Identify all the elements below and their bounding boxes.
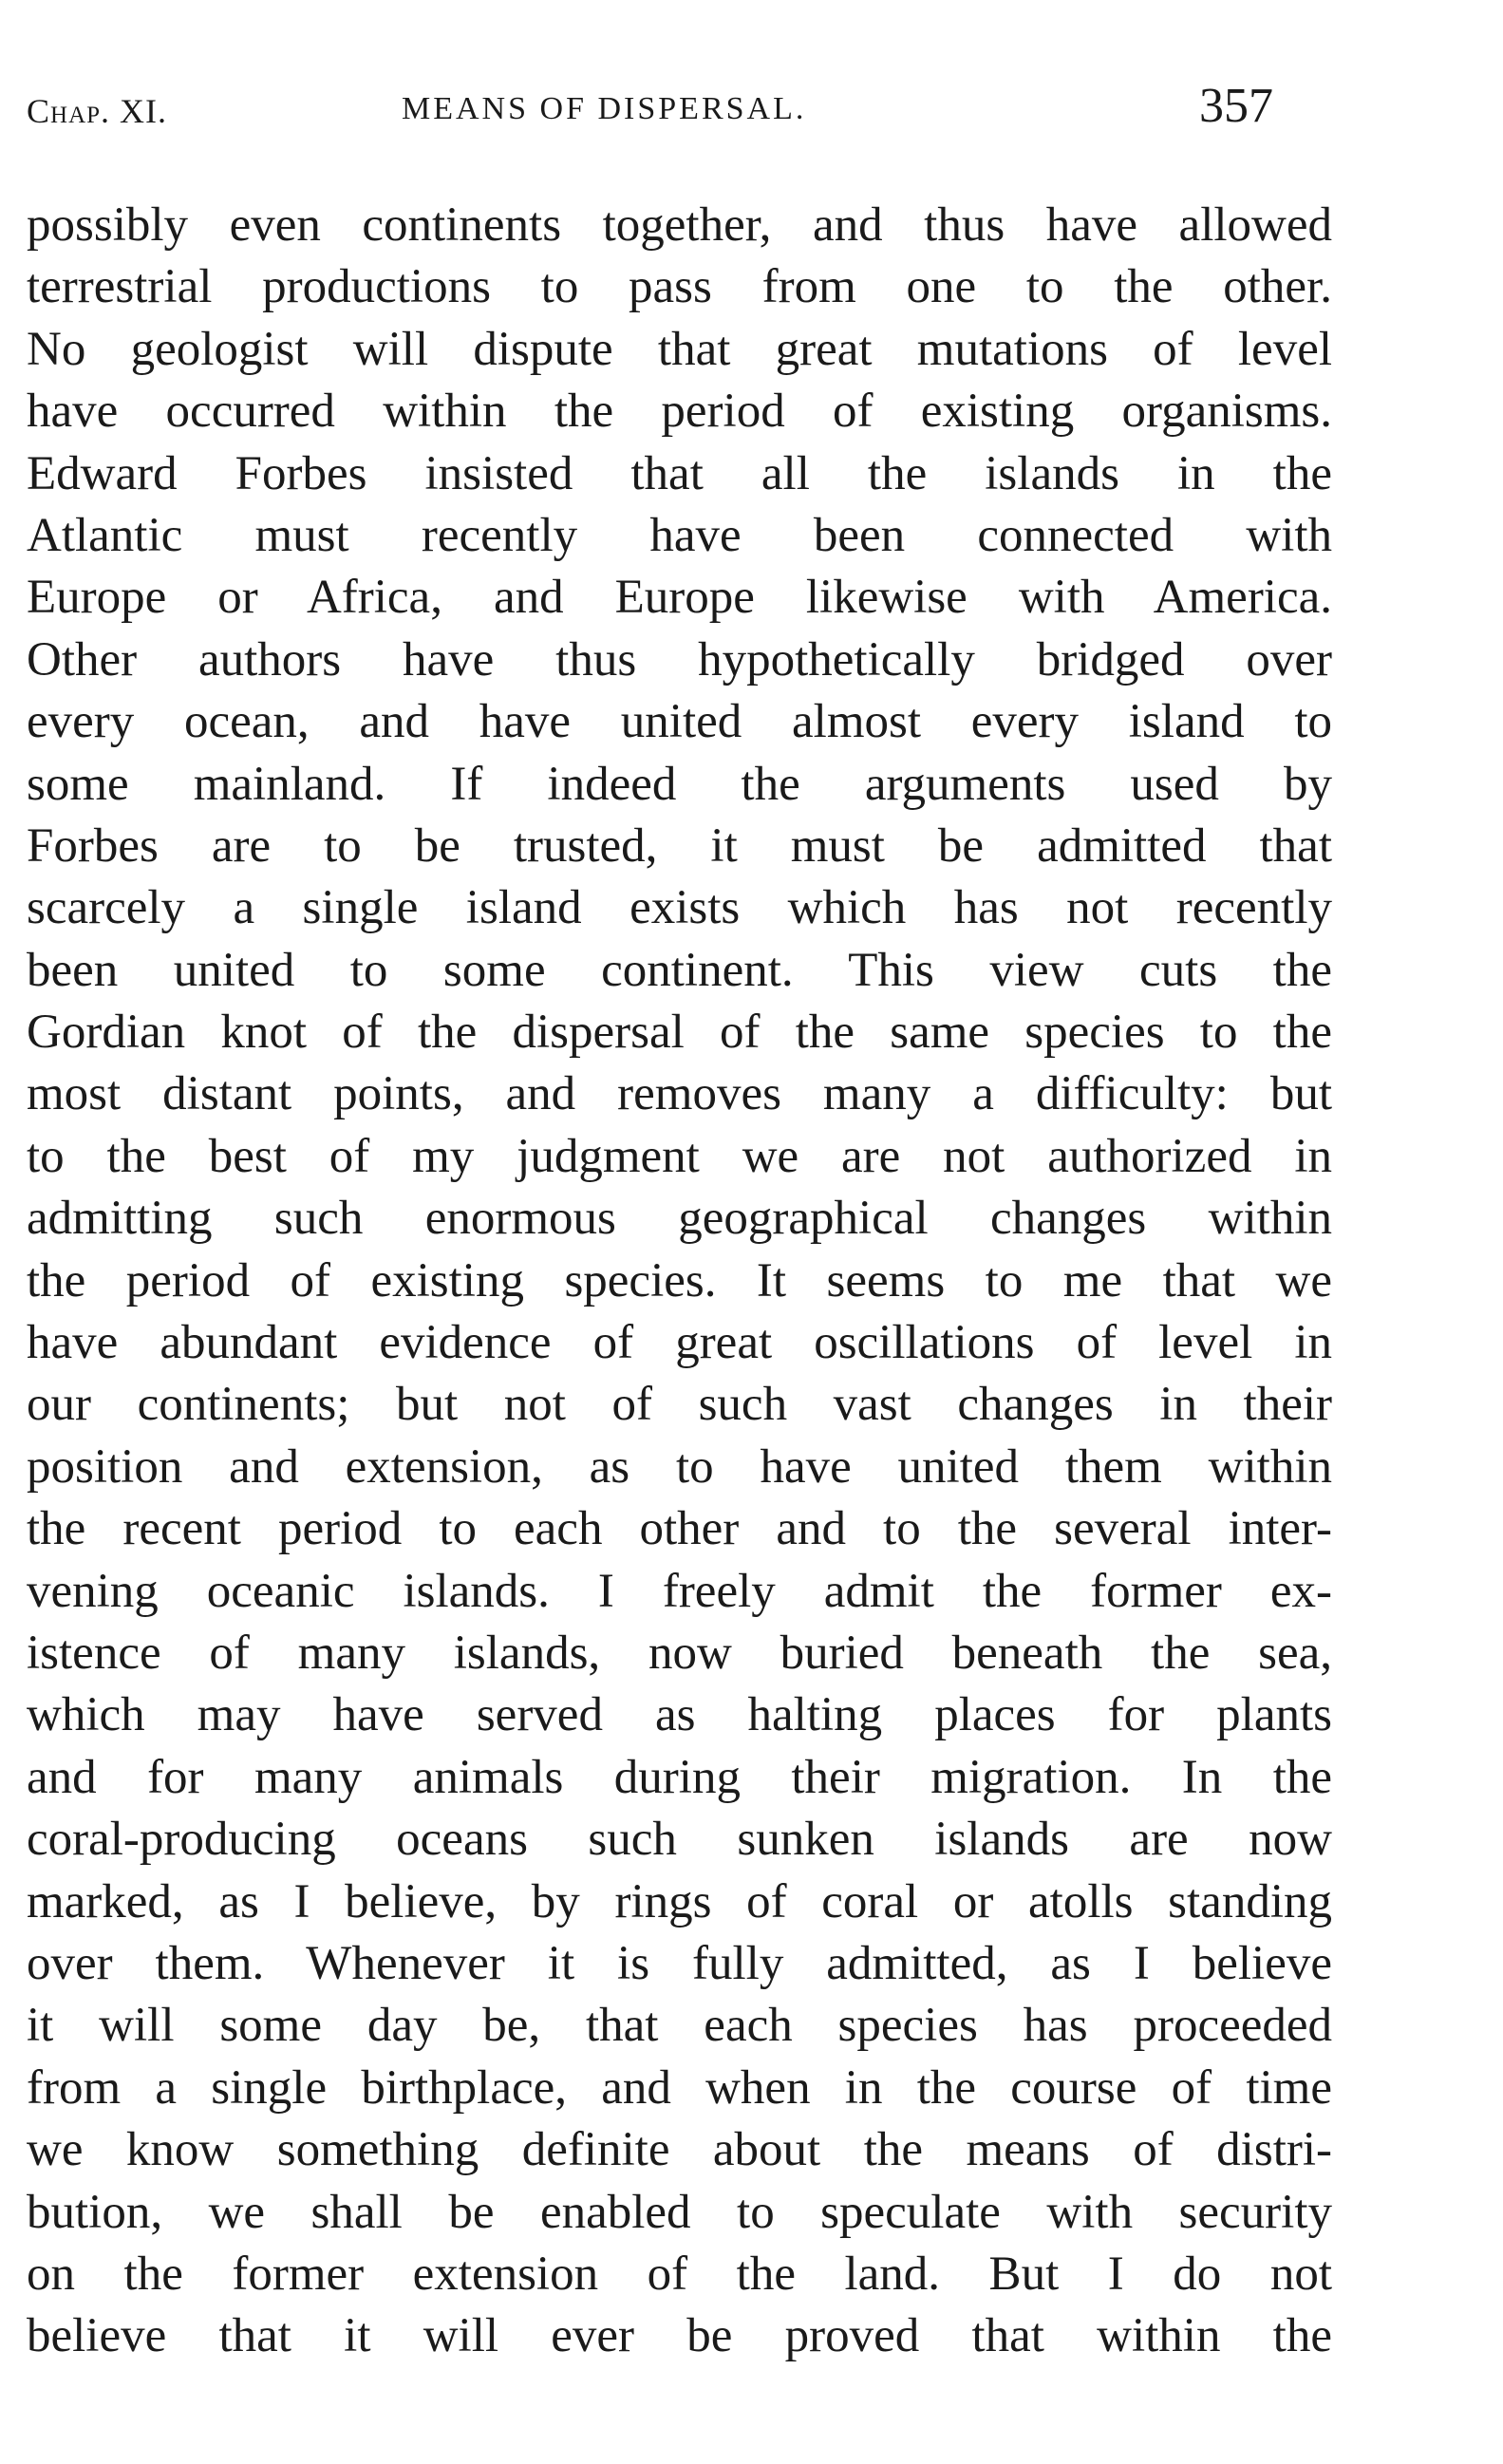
text-line: some mainland. If indeed the arguments used by [27, 757, 1332, 811]
text-line: marked, as I believe, by rings of coral or atolls standing [27, 1874, 1332, 1928]
text-line: which may have served as halting places for plants [27, 1688, 1332, 1742]
running-head [27, 74, 1299, 141]
text-line: it will some day be, that each species has proceeded [27, 1999, 1332, 2053]
text-line: Edward Forbes insisted that all the islands in the [27, 446, 1332, 500]
text-line: admitting such enormous geographical changes within [27, 1192, 1332, 1246]
text-line: Atlantic must recently have been connected with [27, 508, 1332, 562]
text-line: over them. Whenever it is fully admitted, as I believe [27, 1936, 1332, 1990]
page-number: 357 [1199, 79, 1273, 133]
text-line: coral-producing oceans such sunken islands are now [27, 1813, 1332, 1867]
text-line: been united to some continent. This view cuts the [27, 943, 1332, 997]
text-line: we know something definite about the means of distri- [27, 2123, 1332, 2177]
text-line: No geologist will dispute that great mutations of level [27, 322, 1332, 376]
text-line: Gordian knot of the dispersal of the same species to the [27, 1006, 1332, 1060]
text-line: Other authors have thus hypothetically bridged over [27, 632, 1332, 687]
text-line: to the best of my judgment we are not authorized in [27, 1129, 1332, 1183]
text-line: possibly even continents together, and thus have allowed [27, 198, 1332, 252]
text-line: from a single birthplace, and when in the course of time [27, 2060, 1332, 2115]
text-line: bution, we shall be enabled to speculate with security [27, 2185, 1332, 2239]
text-line: have abundant evidence of great oscillations of level in [27, 1316, 1332, 1370]
body-text [27, 195, 1332, 2368]
running-title: MEANS OF DISPERSAL. [402, 91, 807, 126]
text-line: believe that it will ever be proved that within the [27, 2309, 1332, 2363]
text-line: the period of existing species. It seems to me that we [27, 1253, 1332, 1307]
text-line: our continents; but not of such vast changes in their [27, 1378, 1332, 1432]
text-line: have occurred within the period of existing organisms. [27, 385, 1332, 439]
text-line: scarcely a single island exists which has not recently [27, 881, 1332, 935]
text-line: on the former extension of the land. But I do not [27, 2247, 1332, 2301]
text-line: vening oceanic islands. I freely admit the former ex- [27, 1564, 1332, 1618]
text-line: Europe or Africa, and Europe likewise with America. [27, 571, 1332, 625]
text-line: and for many animals during their migration. In the [27, 1750, 1332, 1804]
text-line: position and extension, as to have united them within [27, 1439, 1332, 1494]
text-line: istence of many islands, now buried beneath the sea, [27, 1626, 1332, 1680]
text-line: most distant points, and removes many a difficulty: but [27, 1067, 1332, 1121]
text-line: every ocean, and have united almost every island to [27, 695, 1332, 749]
text-line: terrestrial productions to pass from one to the other. [27, 260, 1332, 314]
text-line: the recent period to each other and to the several inter- [27, 1502, 1332, 1556]
chapter-label: Chap. XI. [27, 92, 168, 130]
text-line: Forbes are to be trusted, it must be admitted that [27, 818, 1332, 873]
